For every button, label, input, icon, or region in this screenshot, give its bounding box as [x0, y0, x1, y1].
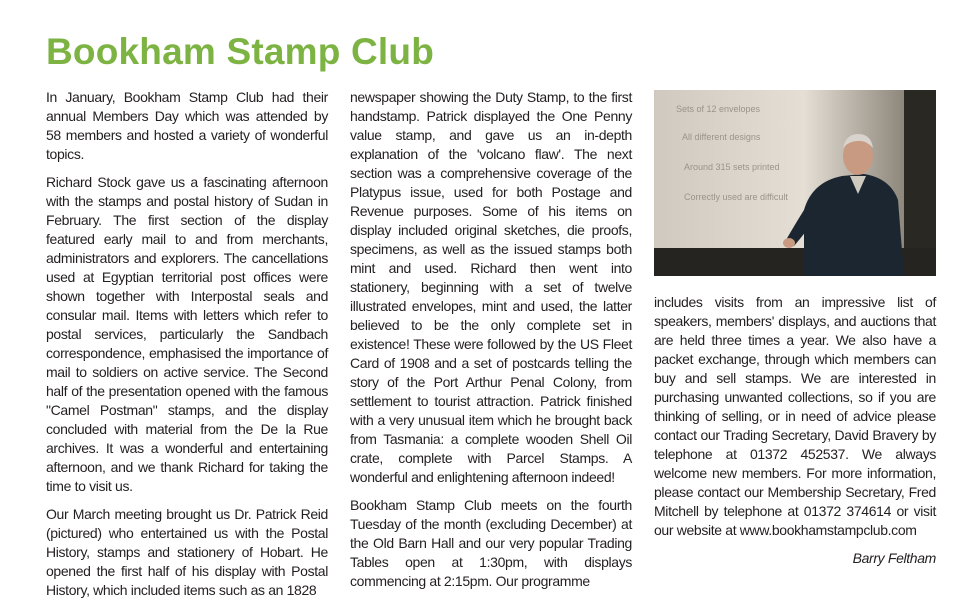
slide-bullet: Around 315 sets printed — [684, 162, 780, 172]
paragraph: newspaper showing the Duty Stamp, to the first handstamp. Patrick displayed the One Penny value stamp, and gave us an in-depth explanation of the 'volcano flaw'. The next section was a comprehensive coverage of the Platypus issue, used for both Postage and Revenue purposes. Some of his items on display included original sketches, die proofs, specimens, as well as the issued stamps both mint and used. Richard then went into stationery, beginning with a set of twelve illustrated envelopes, mint and used, the latter believed to be the only complete set in existence! These were followed by the US Fleet Card of 1908 and a set of postcards telling the story of the Port Arthur Penal Colony, from settlement to tourist attraction. Patrick finished with a very unusual item which he brought back from Tasmania: a complete wooden Shell Oil crate, complete with Parcel Stamps. A wonderful and enlightening afternoon indeed! — [350, 89, 632, 485]
paragraph: Our March meeting brought us Dr. Patrick Reid (pictured) who entertained us with the Postal History, stamps and stationery of Hobart. He opened the first half of his display with Postal History, which included items such as an 1828 — [46, 506, 328, 598]
slide-bullet: Sets of 12 envelopes — [676, 104, 761, 114]
article-title: Bookham Stamp Club — [46, 31, 435, 72]
slide-bullet: Correctly used are difficult — [684, 192, 788, 202]
presentation-photo-image — [654, 90, 936, 276]
paragraph: Richard Stock gave us a fascinating afternoon with the stamps and postal history of Sudan in February. The first section of the display featured early mail to and from merchants, administrators and explorers. The cancellations used at Egyptian territorial post offices were shown together with Interpostal seals and consular mail. Items with letters which refer to postal services, particularly the Sandbach correspondence, emphasised the importance of mail to soldiers on active service. The Second half of the presentation opened with the famous "Camel Postman" stamps, and the display concluded with material from the De la Rue archives. It was a wonderful and entertaining afternoon, and we thank Richard for taking the time to visit us. — [46, 174, 328, 494]
article-column-1 — [46, 88, 328, 609]
speaker-photo — [654, 90, 936, 276]
paragraph: includes visits from an impressive list of speakers, members' displays, and auctions that are held three times a year. We also have a packet exchange, through which members can buy and sell stamps. We are interested in purchasing unwanted collections, so if you are thinking of selling, or in need of advice please contact our Trading Secretary, David Bravery by telephone at 01372 452537. We always welcome new members. For more information, please contact our Membership Secretary, Fred Mitchell by telephone at 01372 374614 or visit our website at www.bookhamstampclub.com — [654, 294, 936, 538]
slide-bullet: All different designs — [682, 132, 761, 142]
author-signature: Barry Feltham — [852, 550, 936, 566]
paragraph: In January, Bookham Stamp Club had their annual Members Day which was attended by 58 members and hosted a variety of wonderful topics. — [46, 89, 328, 162]
article-column-3 — [654, 293, 936, 577]
paragraph: Bookham Stamp Club meets on the fourth Tuesday of the month (excluding December) at the Old Barn Hall and our very popular Trading Tables open at 1:30pm, with displays commencing at 2:15pm. Our programme — [350, 497, 632, 589]
article-column-2 — [350, 88, 632, 600]
